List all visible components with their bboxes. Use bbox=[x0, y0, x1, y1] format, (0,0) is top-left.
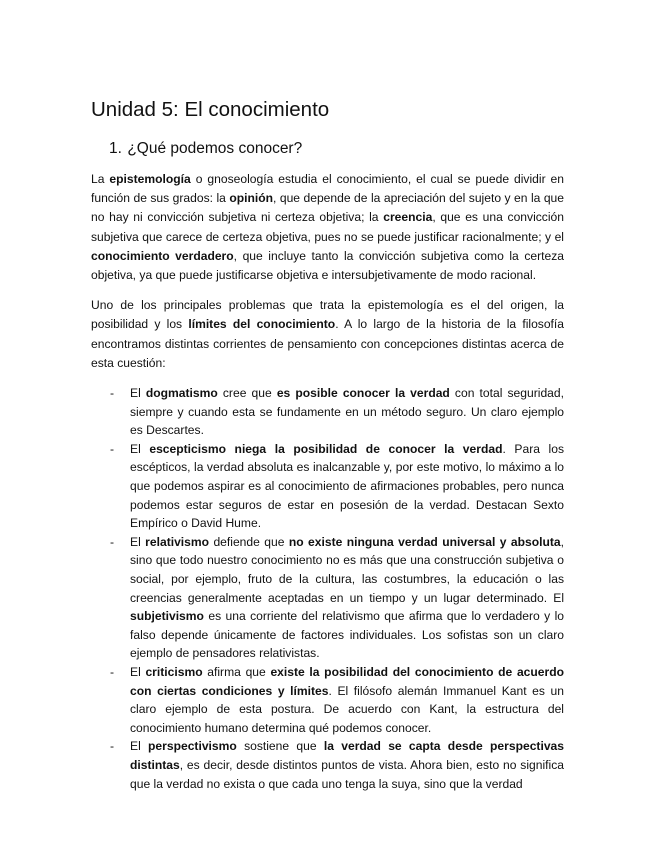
text-run: afirma que bbox=[202, 664, 271, 679]
bold-term: es posible conocer la verdad bbox=[276, 386, 450, 401]
list-item-text bbox=[130, 739, 564, 790]
list-bullet-dash: - bbox=[110, 441, 115, 456]
text-run: con total seguridad, siempre y cuando esta se fundamente en un método seguro. Un claro ejemplo es Descartes. bbox=[130, 386, 564, 438]
bold-term: límites del conocimiento bbox=[188, 317, 336, 332]
list-bullet-dash: - bbox=[110, 386, 115, 401]
text-run: o gnoseología estudia el conocimiento, el cual se puede dividir en función de sus grados: la bbox=[91, 172, 565, 206]
bold-term: la verdad se capta desde perspectivas distintas bbox=[130, 739, 564, 772]
list-bullet-dash: - bbox=[110, 534, 115, 549]
bold-term: subjetivismo bbox=[130, 609, 204, 624]
bold-term: conocimiento verdadero bbox=[91, 248, 234, 263]
text-run: El bbox=[130, 441, 150, 456]
list-item-text bbox=[130, 665, 564, 735]
text-run: , sino que todo nuestro conocimiento no es más que una construcción subjetiva o social, por ejemplo, fruto de la cultura, las costumbres, la educación o las creencias generalmente aceptadas en un tiempo y un lugar determinado. El bbox=[130, 534, 564, 605]
list-bullet-dash: - bbox=[110, 664, 115, 679]
text-run: La bbox=[91, 172, 110, 186]
bold-term: escepticismo niega la posibilidad de conocer la verdad bbox=[149, 441, 503, 456]
bold-term: epistemología bbox=[109, 172, 191, 186]
paragraph-problemas bbox=[91, 296, 564, 373]
text-run: El bbox=[130, 739, 149, 754]
text-run: es una corriente del relativismo que afirma que lo verdadero y lo falso depende únicamente de factores individuales. Los sofistas son un claro ejemplo de pensadores relativistas. bbox=[130, 609, 564, 661]
list-item-text bbox=[130, 386, 564, 437]
section-title bbox=[109, 139, 564, 159]
bold-term: relativismo bbox=[145, 534, 210, 549]
text-run: El bbox=[130, 534, 146, 549]
bold-term: opinión bbox=[229, 191, 274, 206]
text-run: . El filósofo alemán Immanuel Kant es un claro ejemplo de esta postura. De acuerdo con Kant, la estructura del conocimiento humano determina qué podemos conocer. bbox=[130, 683, 564, 735]
text-run: cree que bbox=[217, 386, 277, 401]
list-item-dogmatismo bbox=[91, 384, 564, 440]
list-item-relativismo bbox=[91, 533, 564, 663]
text-run: , que es una convicción subjetiva que carece de certeza objetiva, pues no se puede justificar racionalmente; y el bbox=[91, 210, 564, 244]
bold-term: dogmatismo bbox=[145, 386, 218, 401]
bold-term: existe la posibilidad del conocimiento de acuerdo con ciertas condiciones y límites bbox=[130, 664, 565, 698]
list-item-escepticismo bbox=[91, 440, 564, 533]
unit-title: Unidad 5: El conocimiento bbox=[91, 98, 330, 121]
list-item-perspectivismo bbox=[91, 737, 564, 793]
section-title-text: ¿Qué podemos conocer? bbox=[127, 140, 303, 157]
list-item-criticismo bbox=[91, 663, 564, 737]
bold-term: creencia bbox=[383, 210, 433, 225]
section-number: 1. bbox=[109, 140, 122, 157]
text-run: . A lo largo de la historia de la filosofía encontramos distintas corrientes de pensamiento con concepciones distintas acerca de esta cuestión: bbox=[91, 317, 565, 370]
paragraph-epistemologia bbox=[91, 170, 564, 285]
bold-term: no existe ninguna verdad universal y absoluta bbox=[288, 534, 561, 549]
list-bullet-dash: - bbox=[110, 739, 115, 754]
list-item-text bbox=[130, 442, 564, 530]
text-run: , que depende de la apreciación del sujeto y en la que no hay ni convicción subjetiva ni certeza objetiva; la bbox=[91, 191, 564, 225]
text-run: . Para los escépticos, la verdad absoluta es inalcanzable y, por este motivo, lo máximo a lo que podemos aspirar es al conocimiento de afirmaciones probables, pero nunca podemos estar seguros de estar en posesión de la verdad. Destacan Sexto Empírico o David Hume. bbox=[130, 441, 564, 531]
bold-term: criticismo bbox=[145, 664, 203, 679]
text-run: Uno de los principales problemas que trata la epistemología es el del origen, la posibilidad y los bbox=[91, 298, 564, 332]
text-run: El bbox=[130, 386, 146, 401]
bold-term: perspectivismo bbox=[148, 739, 237, 754]
text-run: , es decir, desde distintos puntos de vista. Ahora bien, esto no significa que la verdad no exista o que cada uno tenga la suya, sino que la verdad bbox=[130, 757, 564, 791]
text-run: , que incluye tanto la convicción subjetiva como la certeza objetiva, ya que puede justificarse objetiva e intersubjetivamente de modo racional. bbox=[91, 248, 564, 283]
currents-list bbox=[91, 384, 564, 793]
text-run: sostiene que bbox=[236, 739, 324, 754]
text-run: defiende que bbox=[209, 534, 289, 549]
text-run: El bbox=[130, 664, 146, 679]
list-item-text bbox=[130, 535, 564, 661]
